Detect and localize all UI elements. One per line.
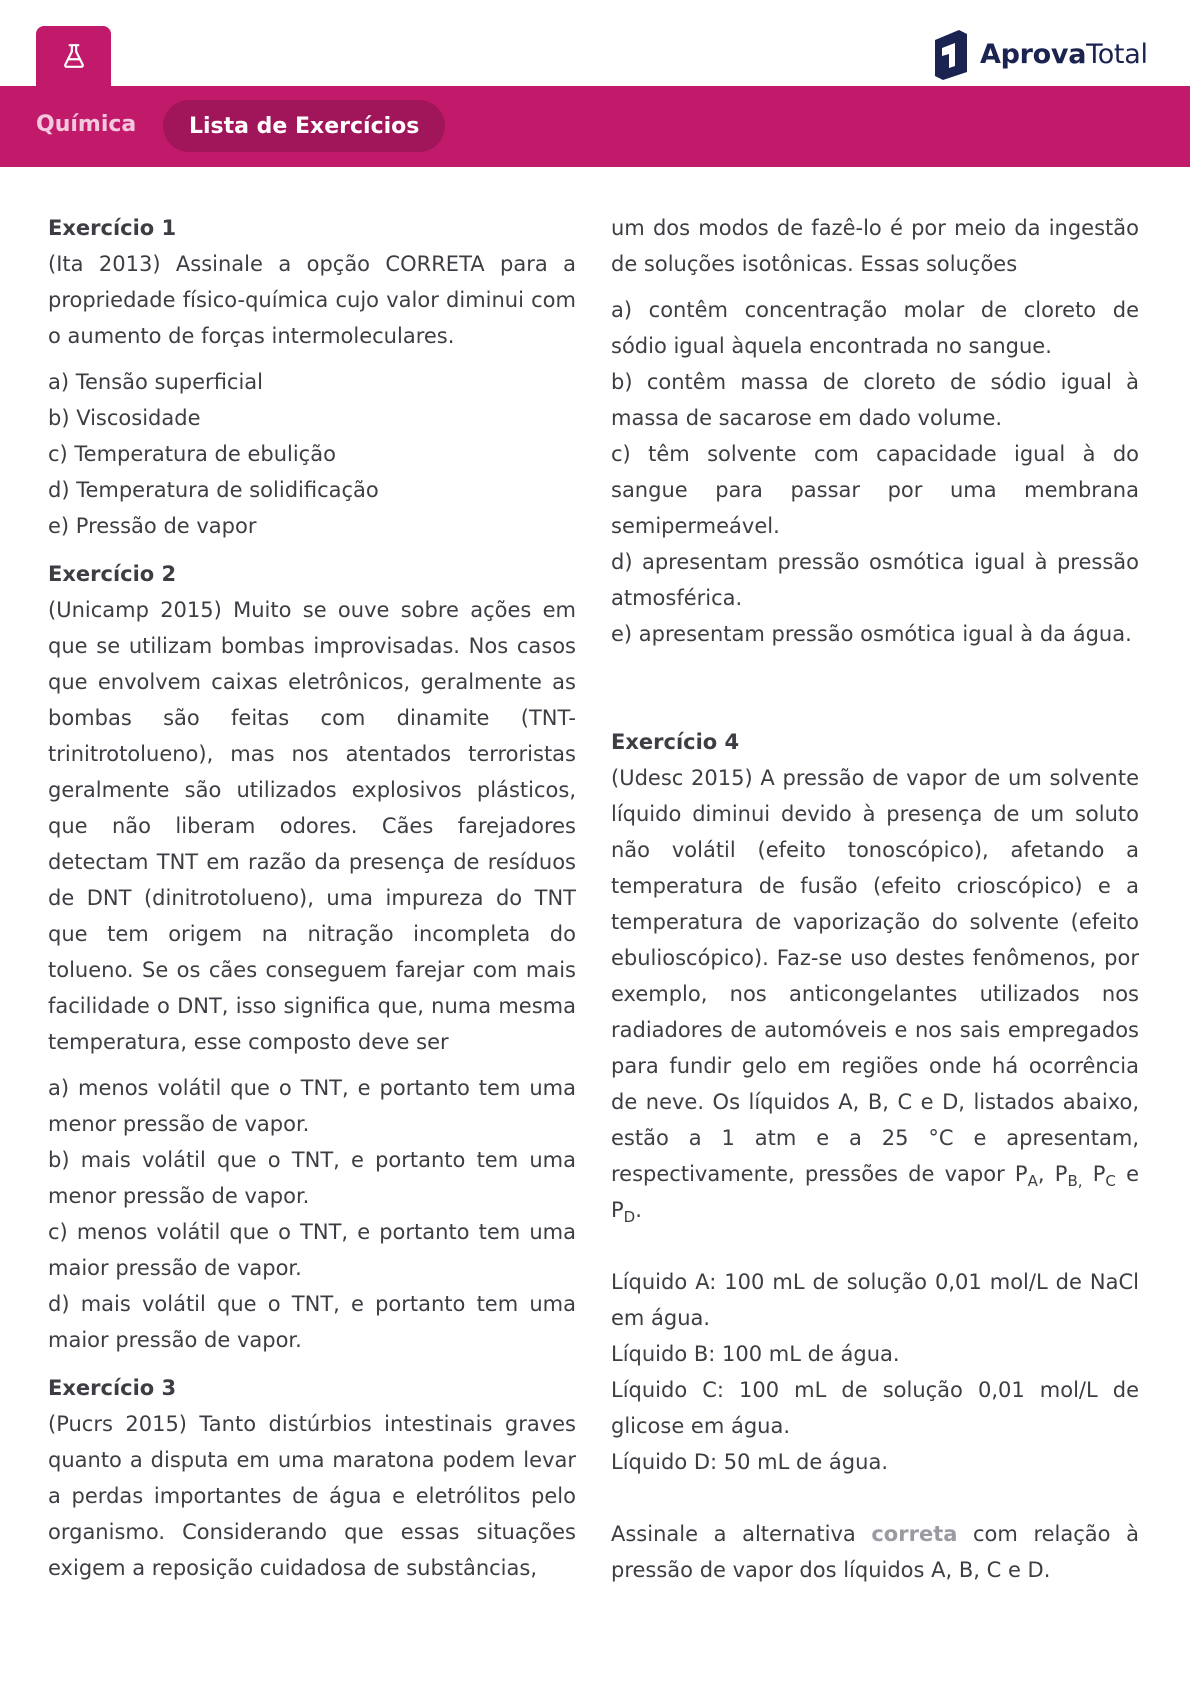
option-item: b) mais volátil que o TNT, e portanto tem uma menor pressão de vapor.: [48, 1148, 576, 1208]
exercise-2: [48, 556, 576, 1358]
exercise-stem: (Pucrs 2015) Tanto distúrbios intestinais graves quanto a disputa em uma maratona podem levar a perdas importantes de água e eletrólitos pelo organismo. Considerando que essas situações exigem a reposição cuidadosa de substâncias,: [48, 1412, 576, 1580]
exercise-title: Exercício 4: [611, 730, 740, 754]
brand-logo: [932, 28, 1148, 80]
exercise-stem: (Ita 2013) Assinale a opção CORRETA para a propriedade físico-química cujo valor diminui com o aumento de forças intermoleculares.: [48, 252, 576, 348]
option-item: a) menos volátil que o TNT, e portanto tem uma menor pressão de vapor.: [48, 1076, 576, 1136]
option-item: d) apresentam pressão osmótica igual à pressão atmosférica.: [611, 550, 1139, 610]
brand-name: AprovaTotal: [980, 38, 1148, 70]
option-item: c) Temperatura de ebulição: [48, 442, 336, 466]
flask-icon: [61, 43, 87, 69]
exercise-3-continued: [611, 210, 1139, 652]
option-item: b) Viscosidade: [48, 406, 201, 430]
exercise-stem-continued: um dos modos de fazê-lo é por meio da ingestão de soluções isotônicas. Essas soluções: [611, 216, 1139, 276]
exercise-title: Exercício 1: [48, 216, 177, 240]
emphasis-word: correta: [871, 1522, 958, 1546]
closing-question: Assinale a alternativa correta com relação à pressão de vapor dos líquidos A, B, C e D.: [611, 1522, 1139, 1582]
liquid-item: Líquido B: 100 mL de água.: [611, 1342, 900, 1366]
right-column: [611, 210, 1139, 1588]
liquids-list: [611, 1264, 1139, 1480]
options-list: [48, 1070, 576, 1358]
option-item: c) menos volátil que o TNT, e portanto tem uma maior pressão de vapor.: [48, 1220, 576, 1280]
list-label-pill: Lista de Exercícios: [163, 100, 445, 152]
exercise-title: Exercício 2: [48, 562, 177, 586]
option-item: d) mais volátil que o TNT, e portanto tem uma maior pressão de vapor.: [48, 1292, 576, 1352]
option-item: c) têm solvente com capacidade igual à do sangue para passar por uma membrana semipermeável.: [611, 442, 1139, 538]
liquid-item: Líquido A: 100 mL de solução 0,01 mol/L de NaCl em água.: [611, 1270, 1139, 1330]
book-icon: [932, 28, 970, 80]
exercise-1: [48, 210, 576, 544]
subject-label: Química: [36, 112, 137, 137]
option-item: e) apresentam pressão osmótica igual à da água.: [611, 622, 1132, 646]
subject-tab: [36, 26, 111, 86]
liquid-item: Líquido D: 50 mL de água.: [611, 1450, 888, 1474]
options-list: [48, 364, 576, 544]
option-item: e) Pressão de vapor: [48, 514, 257, 538]
exercise-title: Exercício 3: [48, 1376, 177, 1400]
exercise-3: [48, 1370, 576, 1586]
options-list: [611, 292, 1139, 652]
exercise-stem: (Unicamp 2015) Muito se ouve sobre ações em que se utilizam bombas improvisadas. Nos casos que envolvem caixas eletrônicos, geralmente as bombas são feitas com dinamite (TNT-trinitrotolueno), mas nos atentados terroristas geralmente são utilizados explosivos plásticos, que não liberam odores. Cães farejadores detectam TNT em razão da presença de resíduos de DNT (dinitrotolueno), uma impureza do TNT que tem origem na nitração incompleta do tolueno. Se os cães conseguem farejar com mais facilidade o DNT, isso significa que, numa mesma temperatura, esse composto deve ser: [48, 598, 576, 1054]
left-column: [48, 210, 576, 1586]
option-item: a) contêm concentração molar de cloreto de sódio igual àquela encontrada no sangue.: [611, 298, 1139, 358]
exercise-stem: (Udesc 2015) A pressão de vapor de um solvente líquido diminui devido à presença de um soluto não volátil (efeito tonoscópico), afetando a temperatura de fusão (efeito crioscópico) e a temperatura de vaporização do solvente (efeito ebulioscópico). Faz-se uso destes fenômenos, por exemplo, nos anticongelantes utilizados nos radiadores de automóveis e nos sais empregados para fundir gelo em regiões onde há ocorrência de neve. Os líquidos A, B, C e D, listados abaixo, estão a 1 atm e a 25 °C e apresentam, respectivamente, pressões de vapor $P_A$, $P_{B,}$ $P_C$ e $P_D$.: [611, 766, 1140, 1227]
option-item: a) Tensão superficial: [48, 370, 264, 394]
option-item: b) contêm massa de cloreto de sódio igual à massa de sacarose em dado volume.: [611, 370, 1139, 430]
exercise-4: [611, 724, 1139, 1588]
option-item: d) Temperatura de solidificação: [48, 478, 379, 502]
liquid-item: Líquido C: 100 mL de solução 0,01 mol/L de glicose em água.: [611, 1378, 1139, 1438]
